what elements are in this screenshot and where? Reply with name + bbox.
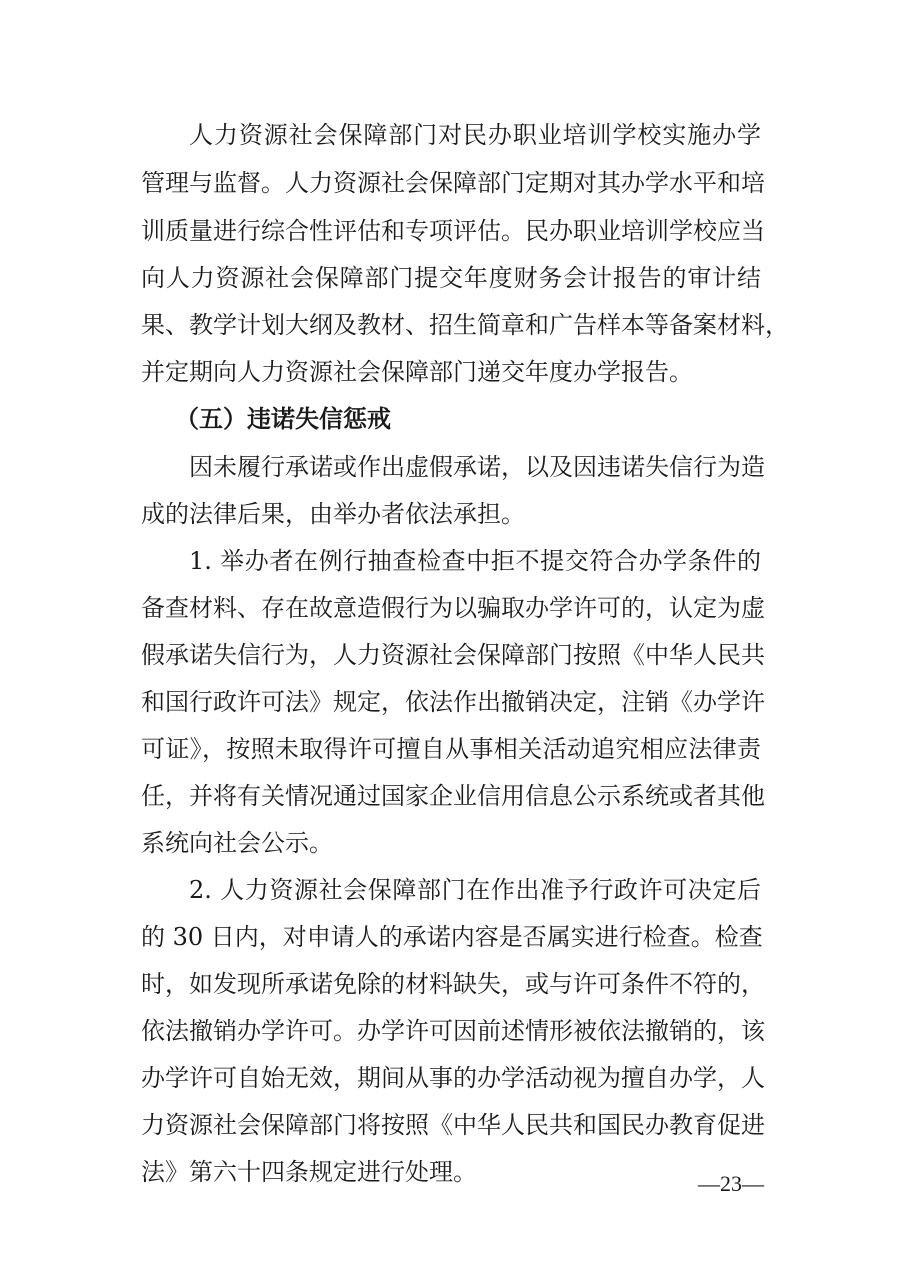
paragraph-1-line-4: 向人力资源社会保障部门提交年度财务会计报告的审计结 <box>141 264 761 292</box>
item-2-line-5: 办学许可自始无效，期间从事的办学活动视为擅自办学，人 <box>141 1064 765 1092</box>
paragraph-1-line-1: 人力资源社会保障部门对民办职业培训学校实施办学 <box>189 121 761 149</box>
section-heading: （五）违诺失信惩戒 <box>175 405 391 433</box>
paragraph-1-line-5: 果、教学计划大纲及教材、招生简章和广告样本等备案材料， <box>141 311 789 339</box>
item-1-line-6: 任，并将有关情况通过国家企业信用信息公示系统或者其他 <box>141 782 765 810</box>
item-1-line-1: 1. 举办者在例行抽查检查中拒不提交符合办学条件的 <box>189 547 761 575</box>
paragraph-3-line-2: 成的法律后果，由举办者依法承担。 <box>141 500 525 528</box>
item-2-line-7: 法》第六十四条规定进行处理。 <box>141 1158 477 1186</box>
paragraph-1-line-6: 并定期向人力资源社会保障部门递交年度办学报告。 <box>141 358 693 386</box>
item-1-line-4: 和国行政许可法》规定，依法作出撤销决定，注销《办学许 <box>141 688 765 716</box>
item-2-line-3: 时，如发现所承诺免除的材料缺失，或与许可条件不符的， <box>141 970 765 998</box>
item-1-line-2: 备查材料、存在故意造假行为以骗取办学许可的，认定为虚 <box>141 594 765 622</box>
item-2-line-1: 2. 人力资源社会保障部门在作出准予行政许可决定后 <box>189 876 761 904</box>
item-1-line-5: 可证》，按照未取得许可擅自从事相关活动追究相应法律责 <box>141 735 761 763</box>
paragraph-1-line-2: 管理与监督。人力资源社会保障部门定期对其办学水平和培 <box>141 169 765 197</box>
paragraph-1-line-3: 训质量进行综合性评估和专项评估。民办职业培训学校应当 <box>141 217 765 245</box>
item-2-line-6: 力资源社会保障部门将按照《中华人民共和国民办教育促进 <box>141 1111 765 1139</box>
item-1-line-7: 系统向社会公示。 <box>141 829 333 857</box>
page-number: —23— <box>698 1171 764 1196</box>
item-2-line-4: 依法撤销办学许可。办学许可因前述情形被依法撤销的，该 <box>141 1017 765 1045</box>
item-1-line-3: 假承诺失信行为，人力资源社会保障部门按照《中华人民共 <box>141 641 765 669</box>
paragraph-3-line-1: 因未履行承诺或作出虚假承诺，以及因违诺失信行为造 <box>189 453 765 481</box>
item-2-line-2: 的 30 日内，对申请人的承诺内容是否属实进行检查。检查 <box>141 923 763 951</box>
